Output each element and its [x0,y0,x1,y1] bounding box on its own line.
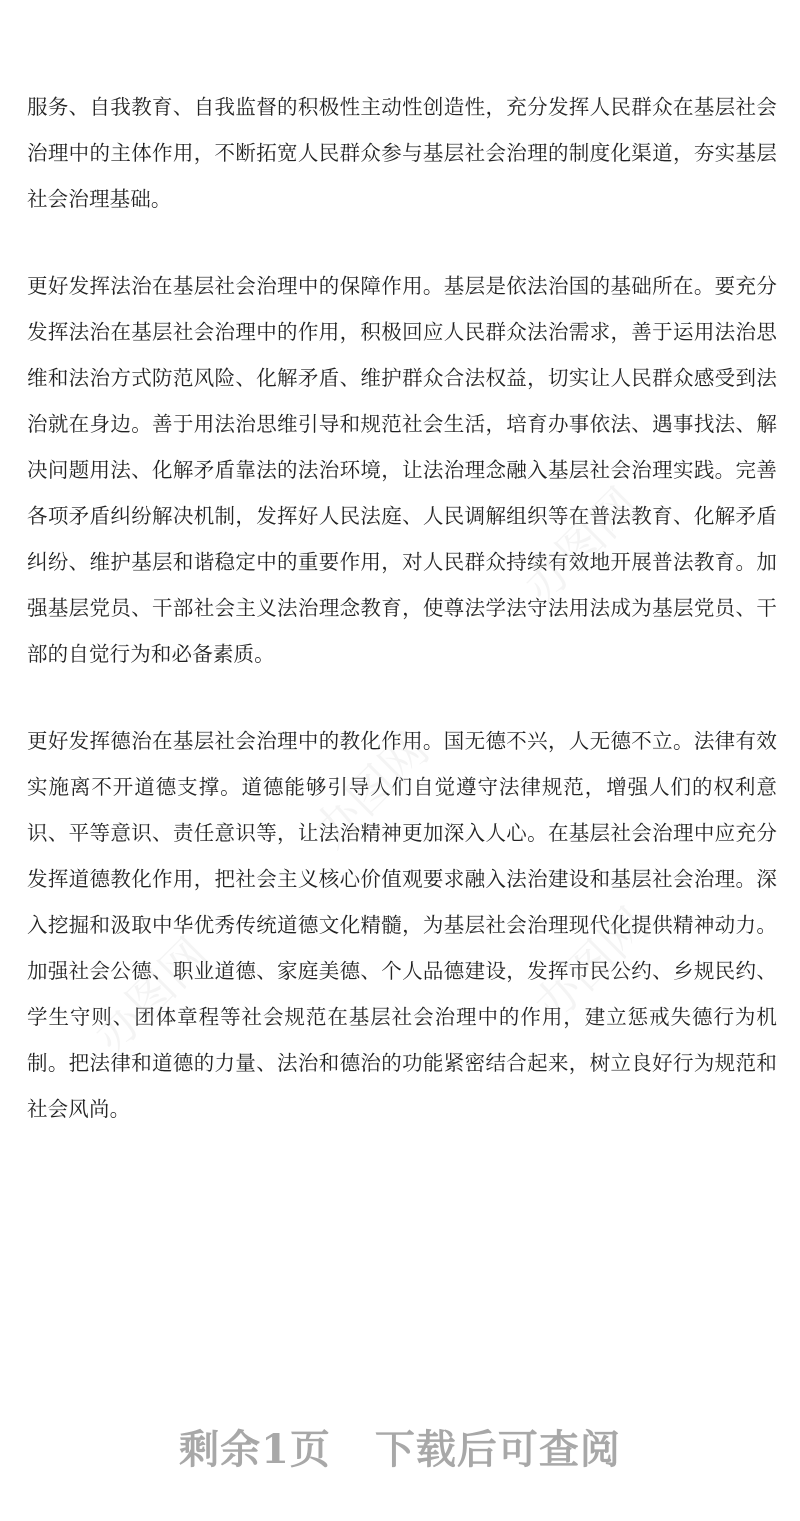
paragraph: 服务、自我教育、自我监督的积极性主动性创造性，充分发挥人民群众在基层社会治理中的主体作用，不断拓宽人民群众参与基层社会治理的制度化渠道，夯实基层社会治理基础。 [27,95,777,211]
paragraph: 更好发挥法治在基层社会治理中的保障作用。基层是依法治国的基础所在。要充分发挥法治在基层社会治理中的作用，积极回应人民群众法治需求，善于运用法治思维和法治方式防范风险、化解矛盾、维护群众合法权益，切实让人民群众感受到法治就在身边。善于用法治思维引导和规范社会生活，培育办事依法、遇事找法、解决问题用法、化解矛盾靠法的法治环境，让法治理念融入基层社会治理实践。完善各项矛盾纠纷解决机制，发挥好人民法庭、人民调解组织等在普法教育、化解矛盾纠纷、维护基层和谐稳定中的重要作用，对人民群众持续有效地开展普法教育。加强基层党员、干部社会主义法治理念教育，使尊法学法守法用法成为基层党员、干部的自觉行为和必备素质。 [27,274,777,666]
remaining-pages-banner[interactable] [0,1418,800,1475]
watermark: 办图网 [523,897,660,1034]
download-hint-label: 下载后可查阅 [374,1426,621,1473]
remaining-pages-label: 剩余1页 [179,1426,331,1473]
paragraph: 更好发挥德治在基层社会治理中的教化作用。国无德不兴，人无德不立。法律有效实施离不开道德支撑。道德能够引导人们自觉遵守法律规范，增强人们的权利意识、平等意识、责任意识等，让法治精神更加深入人心。在基层社会治理中应充分发挥道德教化作用，把社会主义核心价值观要求融入法治建设和基层社会治理。深入挖掘和汲取中华优秀传统道德文化精髓，为基层社会治理现代化提供精神动力。加强社会公德、职业道德、家庭美德、个人品德建设，发挥市民公约、乡规民约、学生守则、团体章程等社会规范在基层社会治理中的作用，建立惩戒失德行为机制。把法律和道德的力量、法治和德治的功能紧密结合起来，树立良好行为规范和社会风尚。 [27,729,777,1121]
watermark: 办图网 [513,477,650,614]
watermark: 办图网 [83,927,220,1064]
document-body [27,84,777,1132]
watermark: 办图网 [303,722,440,859]
